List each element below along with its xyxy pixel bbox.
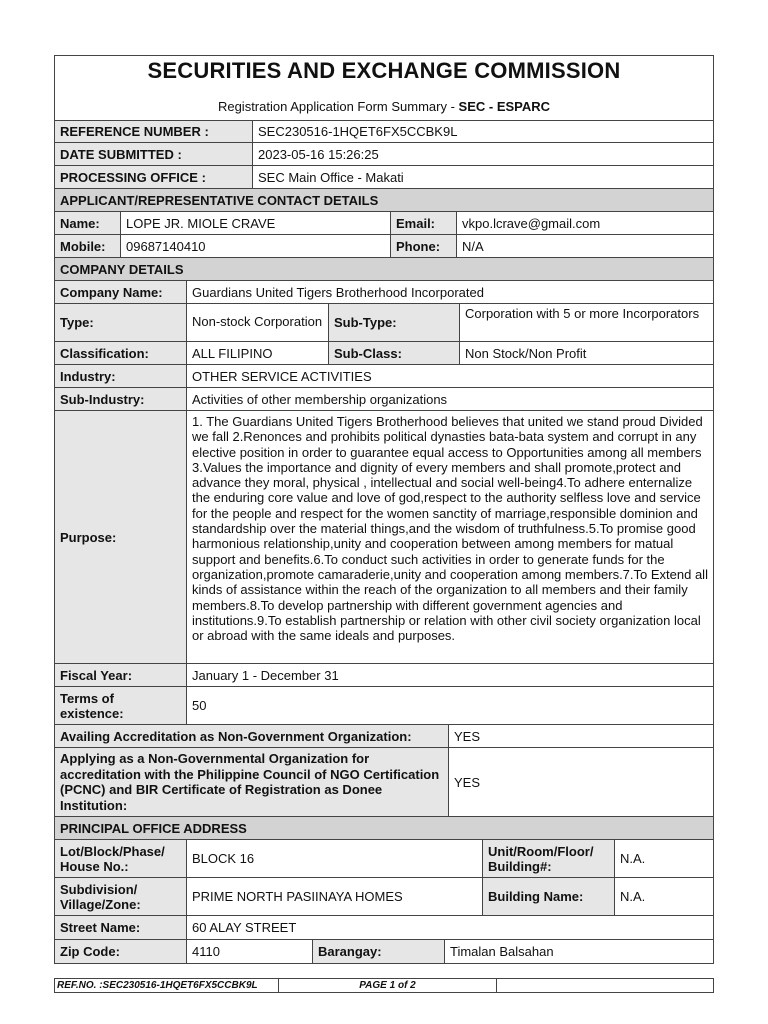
terms-row (54, 687, 714, 725)
contact-section-title: APPLICANT/REPRESENTATIVE CONTACT DETAILS (55, 189, 713, 211)
lot-row (54, 840, 714, 878)
mobile-phone-row (54, 235, 714, 258)
lot-value: BLOCK 16 (187, 840, 483, 877)
footer-page: PAGE 1 of 2 (279, 979, 497, 992)
classification-row (54, 342, 714, 365)
subtype-value: Corporation with 5 or more Incorporators (465, 306, 700, 321)
building-name-label: Building Name: (483, 878, 615, 915)
purpose-row (54, 411, 714, 664)
footer-ref: REF.NO. :SEC230516-1HQET6FX5CCBK9L (55, 979, 279, 992)
sub-industry-value: Activities of other membership organizations (192, 391, 448, 407)
fiscal-year-value: January 1 - December 31 (192, 667, 339, 683)
subclass-label: Sub-Class: (329, 342, 460, 364)
classification-label: Classification: (55, 342, 187, 364)
processing-office-label: PROCESSING OFFICE : (55, 166, 253, 188)
mobile-value: 09687140410 (121, 235, 391, 257)
fiscal-year-label: Fiscal Year: (55, 664, 187, 686)
barangay-value: Timalan Balsahan (450, 944, 554, 959)
type-value: Non-stock Corporation (187, 304, 329, 341)
subdivision-row (54, 878, 714, 916)
terms-value: 50 (192, 698, 207, 713)
subdivision-label: Subdivision/ Village/Zone: (55, 878, 187, 915)
company-name-value: Guardians United Tigers Brotherhood Incorporated (192, 284, 484, 300)
classification-value: ALL FILIPINO (187, 342, 329, 364)
reference-number-value: SEC230516-1HQET6FX5CCBK9L (258, 124, 458, 139)
industry-label: Industry: (55, 365, 187, 387)
ngo-label: Availing Accreditation as Non-Government Organization: (55, 725, 449, 747)
reference-number-row (54, 120, 714, 143)
sub-industry-label: Sub-Industry: (55, 388, 187, 410)
company-name-row (54, 281, 714, 304)
phone-label: Phone: (391, 235, 457, 257)
street-label: Street Name: (55, 916, 187, 939)
ngo-value: YES (454, 728, 481, 744)
footer-blank (497, 979, 713, 992)
type-row (54, 304, 714, 342)
reference-number-label: REFERENCE NUMBER : (55, 121, 253, 142)
barangay-label: Barangay: (313, 940, 445, 963)
contact-section-header (54, 189, 714, 212)
email-value: vkpo.lcrave@gmail.com (462, 215, 601, 231)
industry-row (54, 365, 714, 388)
processing-office-row (54, 166, 714, 189)
subdivision-value: PRIME NORTH PASIINAYA HOMES (187, 878, 483, 915)
company-name-label: Company Name: (55, 281, 187, 303)
fiscal-year-row (54, 664, 714, 687)
name-value: LOPE JR. MIOLE CRAVE (121, 212, 391, 234)
street-row (54, 916, 714, 940)
pcnc-row (54, 748, 714, 817)
email-label: Email: (391, 212, 457, 234)
purpose-value: 1. The Guardians United Tigers Brotherhood believes that united we stand proud Divided we fall 2.Renonces and prohibits political dynasties bata-bata system and corrupt in any elective position in order to guarantee equal access to Opportunities among all members 3.Values the importance and dignity of every members and shall promote,protect and advance they moral, physical , intellectual and social well-being4.To adhere enternalize the enduring core value and love of god,respect to the authority selfless love and service for the people and respect for the women sanctity of marriage,responsible dominion and standardship over the material things,and the wisdom of truthfulness.5.To promise good harmonious relationship,unity and cooperation between among members for matual support and benefits.6.To conduct such activities in order to generate funds for the organization,promote camaraderie,unity and cooperation among members.7.To Extend all kinds of assistance within the reach of the organization to all members and their family members.8.To develop partnership with different government agencies and institutions.9.To establish partnership or relation with other civil society organization local or abroad with the same ideals and purposes. (192, 414, 708, 644)
zip-label: Zip Code: (55, 940, 187, 963)
address-section-header (54, 817, 714, 840)
type-label: Type: (55, 304, 187, 341)
page-title: SECURITIES AND EXCHANGE COMMISSION (147, 58, 621, 83)
date-submitted-row (54, 143, 714, 166)
pcnc-value: YES (454, 774, 481, 790)
ngo-row (54, 725, 714, 748)
pcnc-label: Applying as a Non-Governmental Organization for accreditation with the Philippine Council of NGO Certification (PCNC) and BIR Certificate of Registration as Donee Institution: (55, 748, 449, 816)
purpose-label: Purpose: (55, 411, 187, 663)
form-subtitle (55, 99, 713, 114)
company-section-header (54, 258, 714, 281)
street-value: 60 ALAY STREET (192, 920, 297, 935)
address-section-title: PRINCIPAL OFFICE ADDRESS (55, 817, 713, 839)
lot-label: Lot/Block/Phase/ House No.: (55, 840, 187, 877)
date-submitted-value: 2023-05-16 15:26:25 (258, 146, 379, 162)
mobile-label: Mobile: (55, 235, 121, 257)
subclass-value: Non Stock/Non Profit (465, 345, 587, 361)
phone-value: N/A (462, 238, 484, 254)
subtitle-text: Registration Application Form Summary - (217, 99, 459, 114)
name-label: Name: (55, 212, 121, 234)
unit-value: N.A. (620, 851, 646, 866)
zip-row (54, 940, 714, 964)
sub-industry-row (54, 388, 714, 411)
unit-label: Unit/Room/Floor/ Building#: (483, 840, 615, 877)
date-submitted-label: DATE SUBMITTED : (55, 143, 253, 165)
page-footer (54, 978, 714, 993)
subtitle-system: SEC - ESPARC (458, 99, 551, 114)
zip-value: 4110 (187, 940, 313, 963)
industry-value: OTHER SERVICE ACTIVITIES (192, 368, 372, 384)
name-email-row (54, 212, 714, 235)
building-name-value: N.A. (620, 889, 646, 904)
company-section-title: COMPANY DETAILS (55, 258, 713, 280)
processing-office-value: SEC Main Office - Makati (258, 169, 404, 185)
subtype-label: Sub-Type: (329, 304, 460, 341)
terms-label: Terms of existence: (55, 687, 187, 724)
